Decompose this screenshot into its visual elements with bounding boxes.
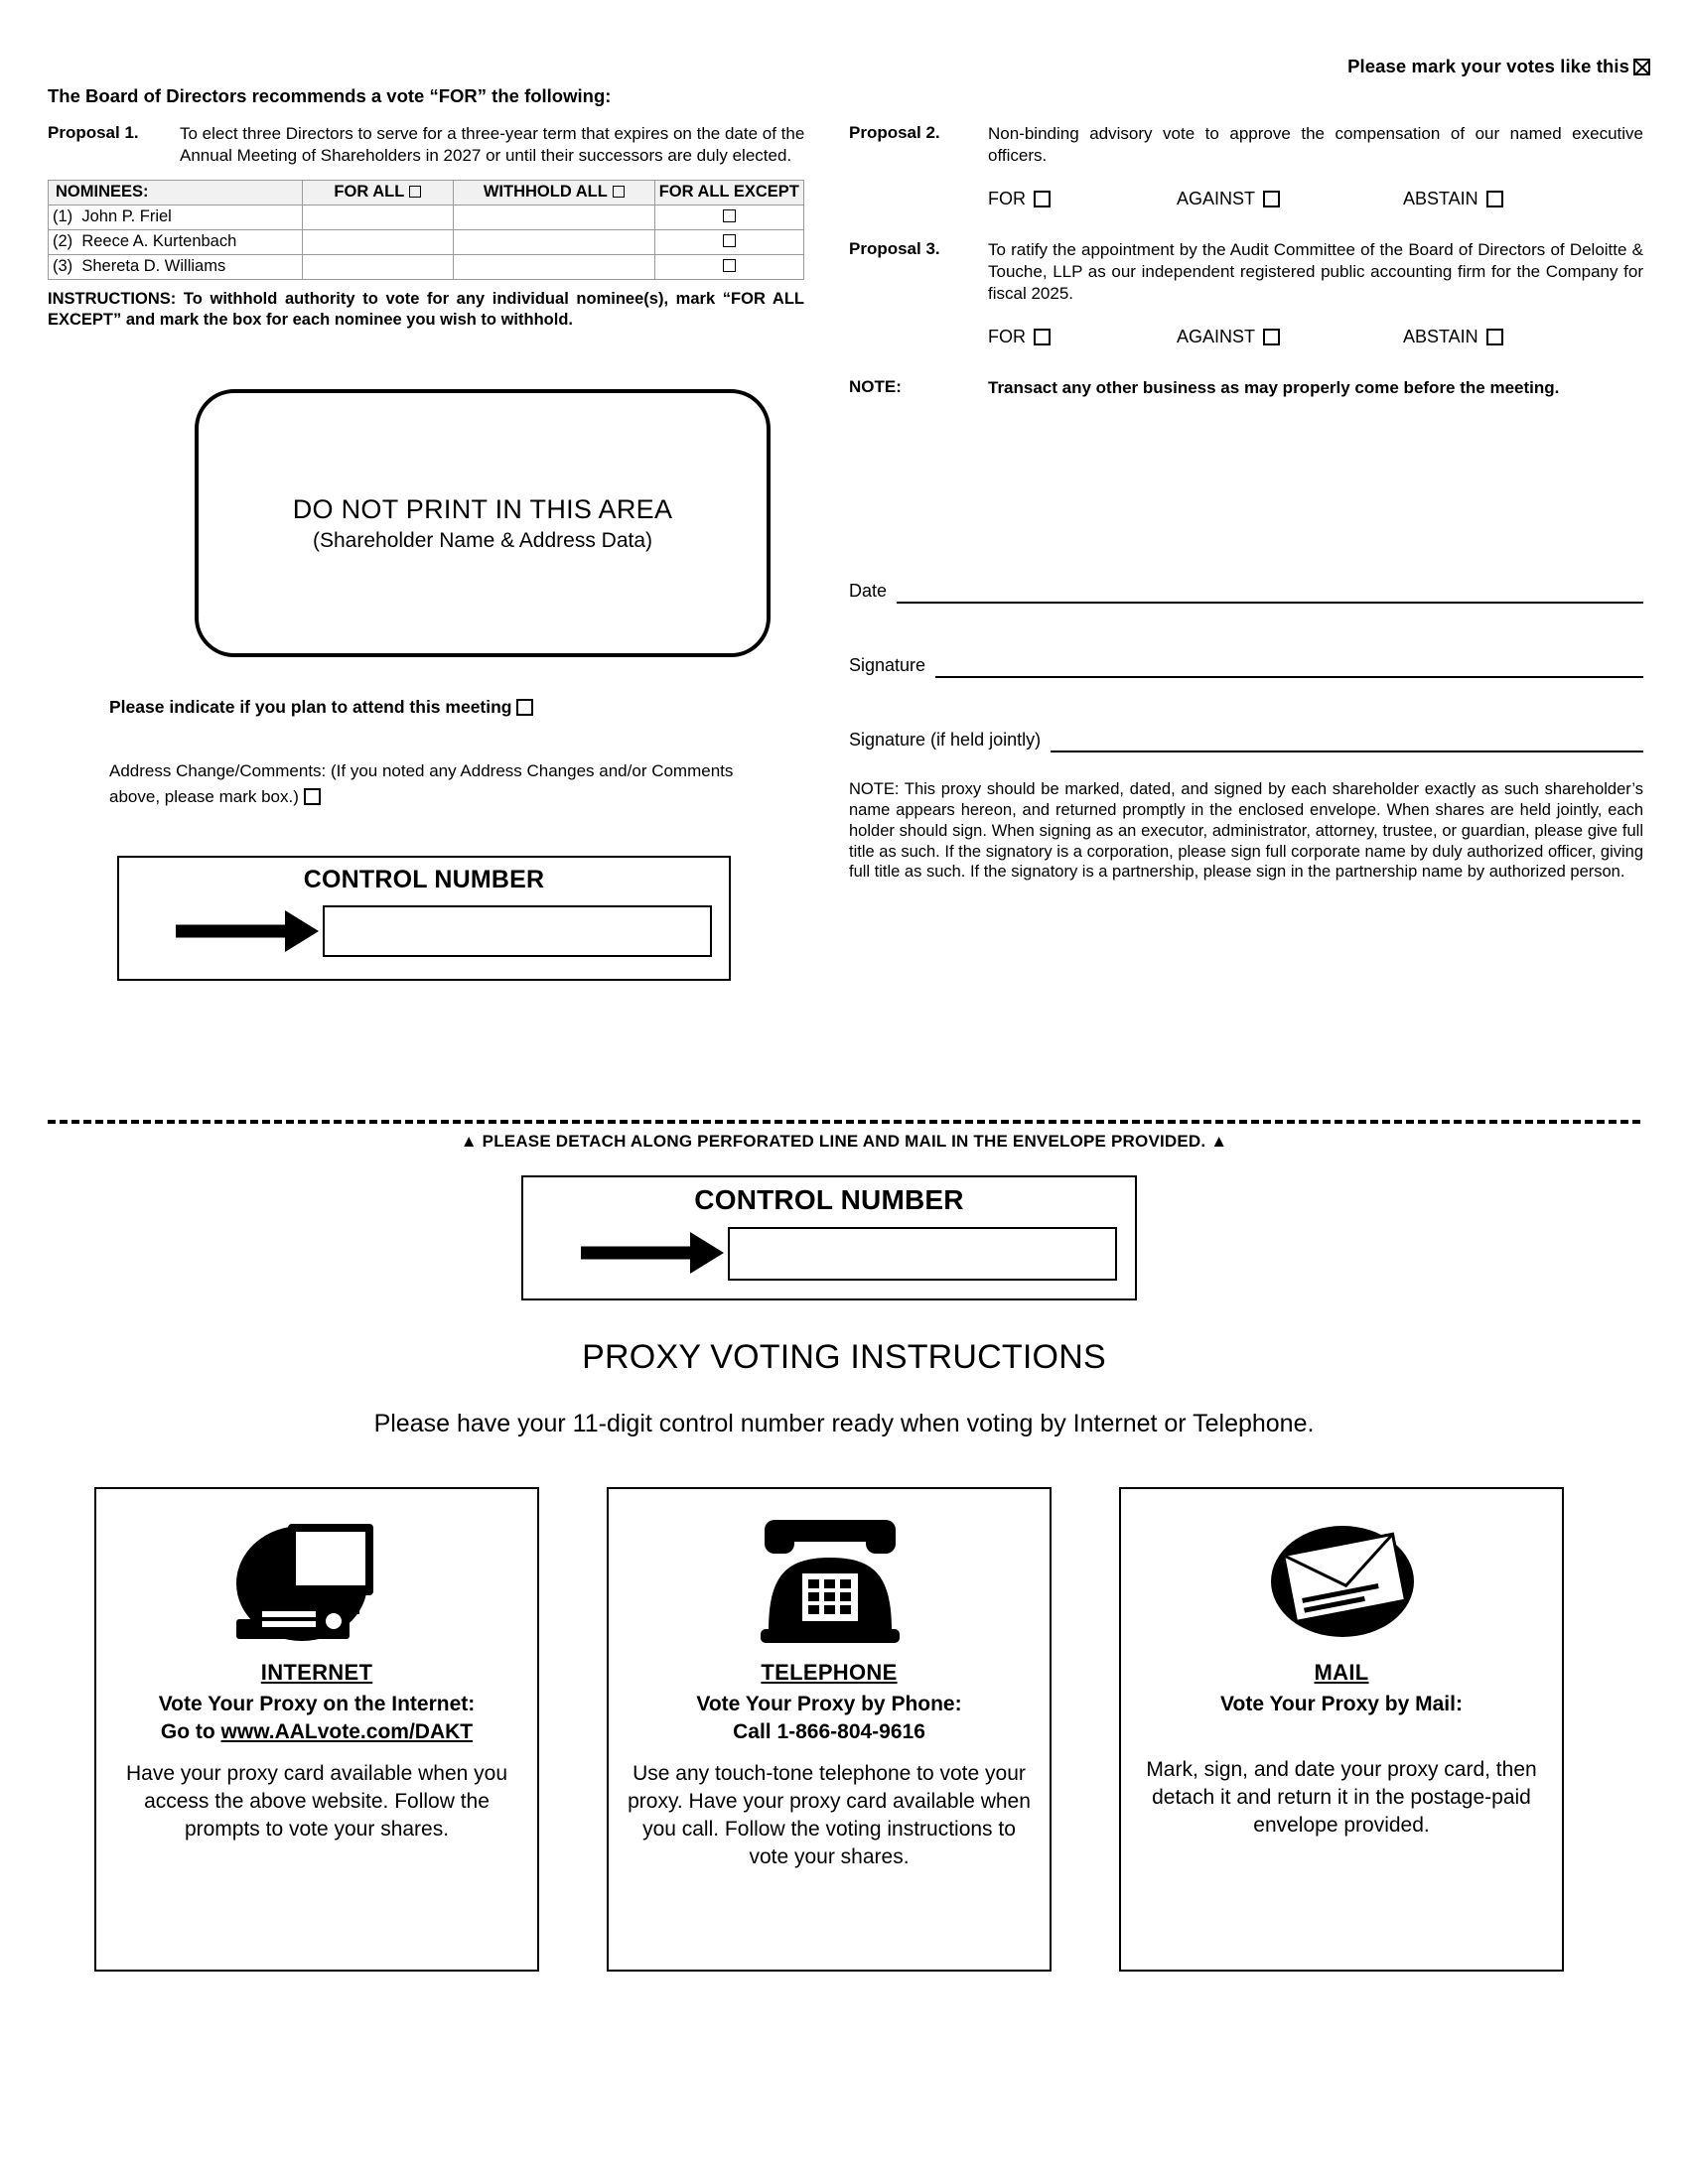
column-header-withhold-all: WITHHOLD ALL <box>454 180 655 205</box>
attendance-checkbox[interactable] <box>516 699 533 716</box>
voting-method-boxes <box>94 1487 1564 1972</box>
for-all-checkbox[interactable] <box>409 186 421 198</box>
column-header-for-all: FOR ALL <box>302 180 453 205</box>
telephone-sub-line1: Vote Your Proxy by Phone: <box>696 1693 962 1715</box>
table-row <box>49 205 804 229</box>
telephone-box-subtitle <box>696 1691 961 1746</box>
internet-box-subtitle <box>159 1691 476 1746</box>
table-row <box>49 254 804 279</box>
do-not-print-line1: DO NOT PRINT IN THIS AREA <box>292 493 673 524</box>
attendance-line <box>109 697 533 718</box>
proposal-3-for-option: FOR <box>988 327 1177 347</box>
internet-vote-url[interactable]: www.AALvote.com/DAKT <box>220 1720 474 1744</box>
nominee-1-except-checkbox[interactable] <box>723 209 736 222</box>
nominee-2-withhold-all-cell <box>454 229 655 254</box>
internet-box-title: INTERNET <box>260 1660 373 1685</box>
date-label: Date <box>849 581 888 601</box>
control-number-title: CONTROL NUMBER <box>303 866 545 893</box>
proposal-3-abstain-checkbox[interactable] <box>1486 329 1503 345</box>
telephone-box-title: TELEPHONE <box>761 1660 898 1685</box>
joint-signature-input[interactable] <box>1051 751 1643 752</box>
other-business-note <box>849 377 1643 399</box>
nominee-1-withhold-all-cell <box>454 205 655 229</box>
address-change-label: Address Change/Comments: (If you noted any Address Changes and/or Comments above, please mark box.) <box>109 761 734 807</box>
nominee-3-except-checkbox[interactable] <box>723 259 736 272</box>
computer-icon <box>230 1503 404 1660</box>
nominee-2-except-cell <box>654 229 803 254</box>
date-input[interactable] <box>897 602 1643 604</box>
proposal-2-abstain-checkbox[interactable] <box>1486 191 1503 207</box>
nominee-2-for-all-cell <box>302 229 453 254</box>
proposal-2-against-checkbox[interactable] <box>1263 191 1280 207</box>
proposal-2-for-option: FOR <box>988 189 1177 209</box>
proposal-3-against-option: AGAINST <box>1177 327 1403 347</box>
upper-section <box>0 0 1688 1072</box>
mail-envelope-icon <box>1255 1503 1429 1660</box>
mail-box-body: Mark, sign, and date your proxy card, then detach it and return it in the postage-paid envelope provided. <box>1146 1758 1537 1837</box>
proposal-3-abstain-option: ABSTAIN <box>1403 327 1503 347</box>
perforated-line <box>48 1120 1640 1124</box>
withhold-all-checkbox[interactable] <box>613 186 625 198</box>
attendance-label: Please indicate if you plan to attend this meeting <box>109 697 512 717</box>
address-change-line <box>109 758 755 811</box>
proposal-1-label: Proposal 1. <box>48 123 139 142</box>
do-not-print-area <box>195 389 771 657</box>
nominees-table <box>48 180 804 280</box>
internet-box-body: Have your proxy card available when you access the above website. Follow the prompts to vote your shares. <box>125 1762 508 1842</box>
table-header-row <box>49 180 804 205</box>
proxy-instructions-subtitle: Please have your 11-digit control number ready when voting by Internet or Telephone. <box>373 1410 1315 1437</box>
nominee-3-for-all-cell <box>302 254 453 279</box>
proxy-instructions-title: PROXY VOTING INSTRUCTIONS <box>582 1338 1106 1376</box>
right-column <box>849 123 1643 399</box>
control-number-box-bottom <box>521 1175 1137 1300</box>
nominee-3-withhold-all-cell <box>454 254 655 279</box>
left-column <box>48 85 817 330</box>
mail-sub-line1: Vote Your Proxy by Mail: <box>1220 1693 1463 1715</box>
note-text: Transact any other business as may properly come before the meeting. <box>988 377 1560 397</box>
mark-votes-text: Please mark your votes like this <box>1347 56 1629 76</box>
mail-box-subtitle <box>1220 1691 1463 1742</box>
proposal-3-for-checkbox[interactable] <box>1034 329 1051 345</box>
telephone-box-body: Use any touch-tone telephone to vote your proxy. Have your proxy card available when you call. Follow the voting instructions to vote your shares. <box>628 1762 1031 1869</box>
internet-sub-line2: Go to www.AALvote.com/DAKT <box>160 1720 474 1744</box>
proposal-3 <box>849 239 1643 305</box>
mail-sub-spacer <box>1220 1718 1463 1742</box>
internet-voting-box <box>94 1487 539 1972</box>
control-number-field-bottom[interactable] <box>728 1227 1117 1281</box>
nominee-2-except-checkbox[interactable] <box>723 234 736 247</box>
proposal-2-options <box>988 189 1643 209</box>
internet-sub-line1: Vote Your Proxy on the Internet: <box>158 1693 476 1715</box>
proposal-2-abstain-option: ABSTAIN <box>1403 189 1503 209</box>
column-header-for-all-except: FOR ALL EXCEPT <box>654 180 803 205</box>
do-not-print-line2: (Shareholder Name & Address Data) <box>313 528 652 552</box>
mail-box-title: MAIL <box>1314 1660 1369 1685</box>
table-row <box>49 229 804 254</box>
legal-note-text: NOTE: This proxy should be marked, dated, and signed by each shareholder exactly as such shareholder’s name appears hereon, and returned promptly in the enclosed envelope. When shares are held jointly, each holder should sign. When signing as an executor, administrator, attorney, trustee, or guardian, please give full title as such. If the signatory is a corporation, please sign full corporate name by duly authorized officer, giving full title as such. If the signatory is a partnership, please sign in the partnership name by authorized person. <box>849 780 1643 882</box>
nominee-instructions: INSTRUCTIONS: To withhold authority to vote for any individual nominee(s), mark “FOR ALL EXCEPT” and mark the box for each nominee you wish to withhold. <box>48 289 804 329</box>
address-change-checkbox[interactable] <box>304 788 321 805</box>
proposal-1-text: To elect three Directors to serve for a three-year term that expires on the date of the Annual Meeting of Shareholders in 2027 or until their successors are duly elected. <box>180 124 805 165</box>
mail-voting-box <box>1119 1487 1564 1972</box>
proposal-2-for-checkbox[interactable] <box>1034 191 1051 207</box>
signature-input[interactable] <box>935 676 1643 678</box>
proposal-2 <box>849 123 1643 167</box>
detach-notice: ▲ PLEASE DETACH ALONG PERFORATED LINE AND MAIL IN THE ENVELOPE PROVIDED. ▲ <box>460 1132 1228 1151</box>
nominee-1-for-all-cell <box>302 205 453 229</box>
nominee-1-except-cell <box>654 205 803 229</box>
proposal-3-text: To ratify the appointment by the Audit Committee of the Board of Directors of Deloitte & Touche, LLP as our independent registered public accounting firm for the Company for fiscal 2025. <box>988 239 1643 303</box>
telephone-icon <box>743 1503 916 1660</box>
proposal-1 <box>48 123 817 167</box>
date-line <box>849 581 1643 604</box>
board-recommendation: The Board of Directors recommends a vote “FOR” the following: <box>48 85 612 106</box>
nominee-name-3: (3) Shereta D. Williams <box>49 254 303 279</box>
nominee-3-except-cell <box>654 254 803 279</box>
signature-label: Signature <box>849 655 926 675</box>
proposal-2-against-option: AGAINST <box>1177 189 1403 209</box>
proposal-2-text: Non-binding advisory vote to approve the compensation of our named executive officers. <box>988 124 1643 165</box>
telephone-voting-box <box>607 1487 1052 1972</box>
proposal-3-against-checkbox[interactable] <box>1263 329 1280 345</box>
control-number-field-top[interactable] <box>323 905 712 957</box>
note-label: NOTE: <box>849 376 902 396</box>
telephone-number: Call 1-866-804-9616 <box>733 1720 925 1744</box>
signature-section <box>849 581 1643 804</box>
joint-signature-line <box>849 730 1643 752</box>
nominee-name-1: (1) John P. Friel <box>49 205 303 229</box>
proposal-3-options <box>988 327 1643 347</box>
nominee-name-2: (2) Reece A. Kurtenbach <box>49 229 303 254</box>
control-number-box-top <box>117 856 731 981</box>
joint-signature-label: Signature (if held jointly) <box>849 730 1042 750</box>
proposal-2-label: Proposal 2. <box>849 123 940 142</box>
column-header-nominees: NOMINEES: <box>49 180 303 205</box>
proposal-3-label: Proposal 3. <box>849 238 940 258</box>
signature-line <box>849 655 1643 678</box>
control-number-title-bottom: CONTROL NUMBER <box>694 1184 964 1215</box>
